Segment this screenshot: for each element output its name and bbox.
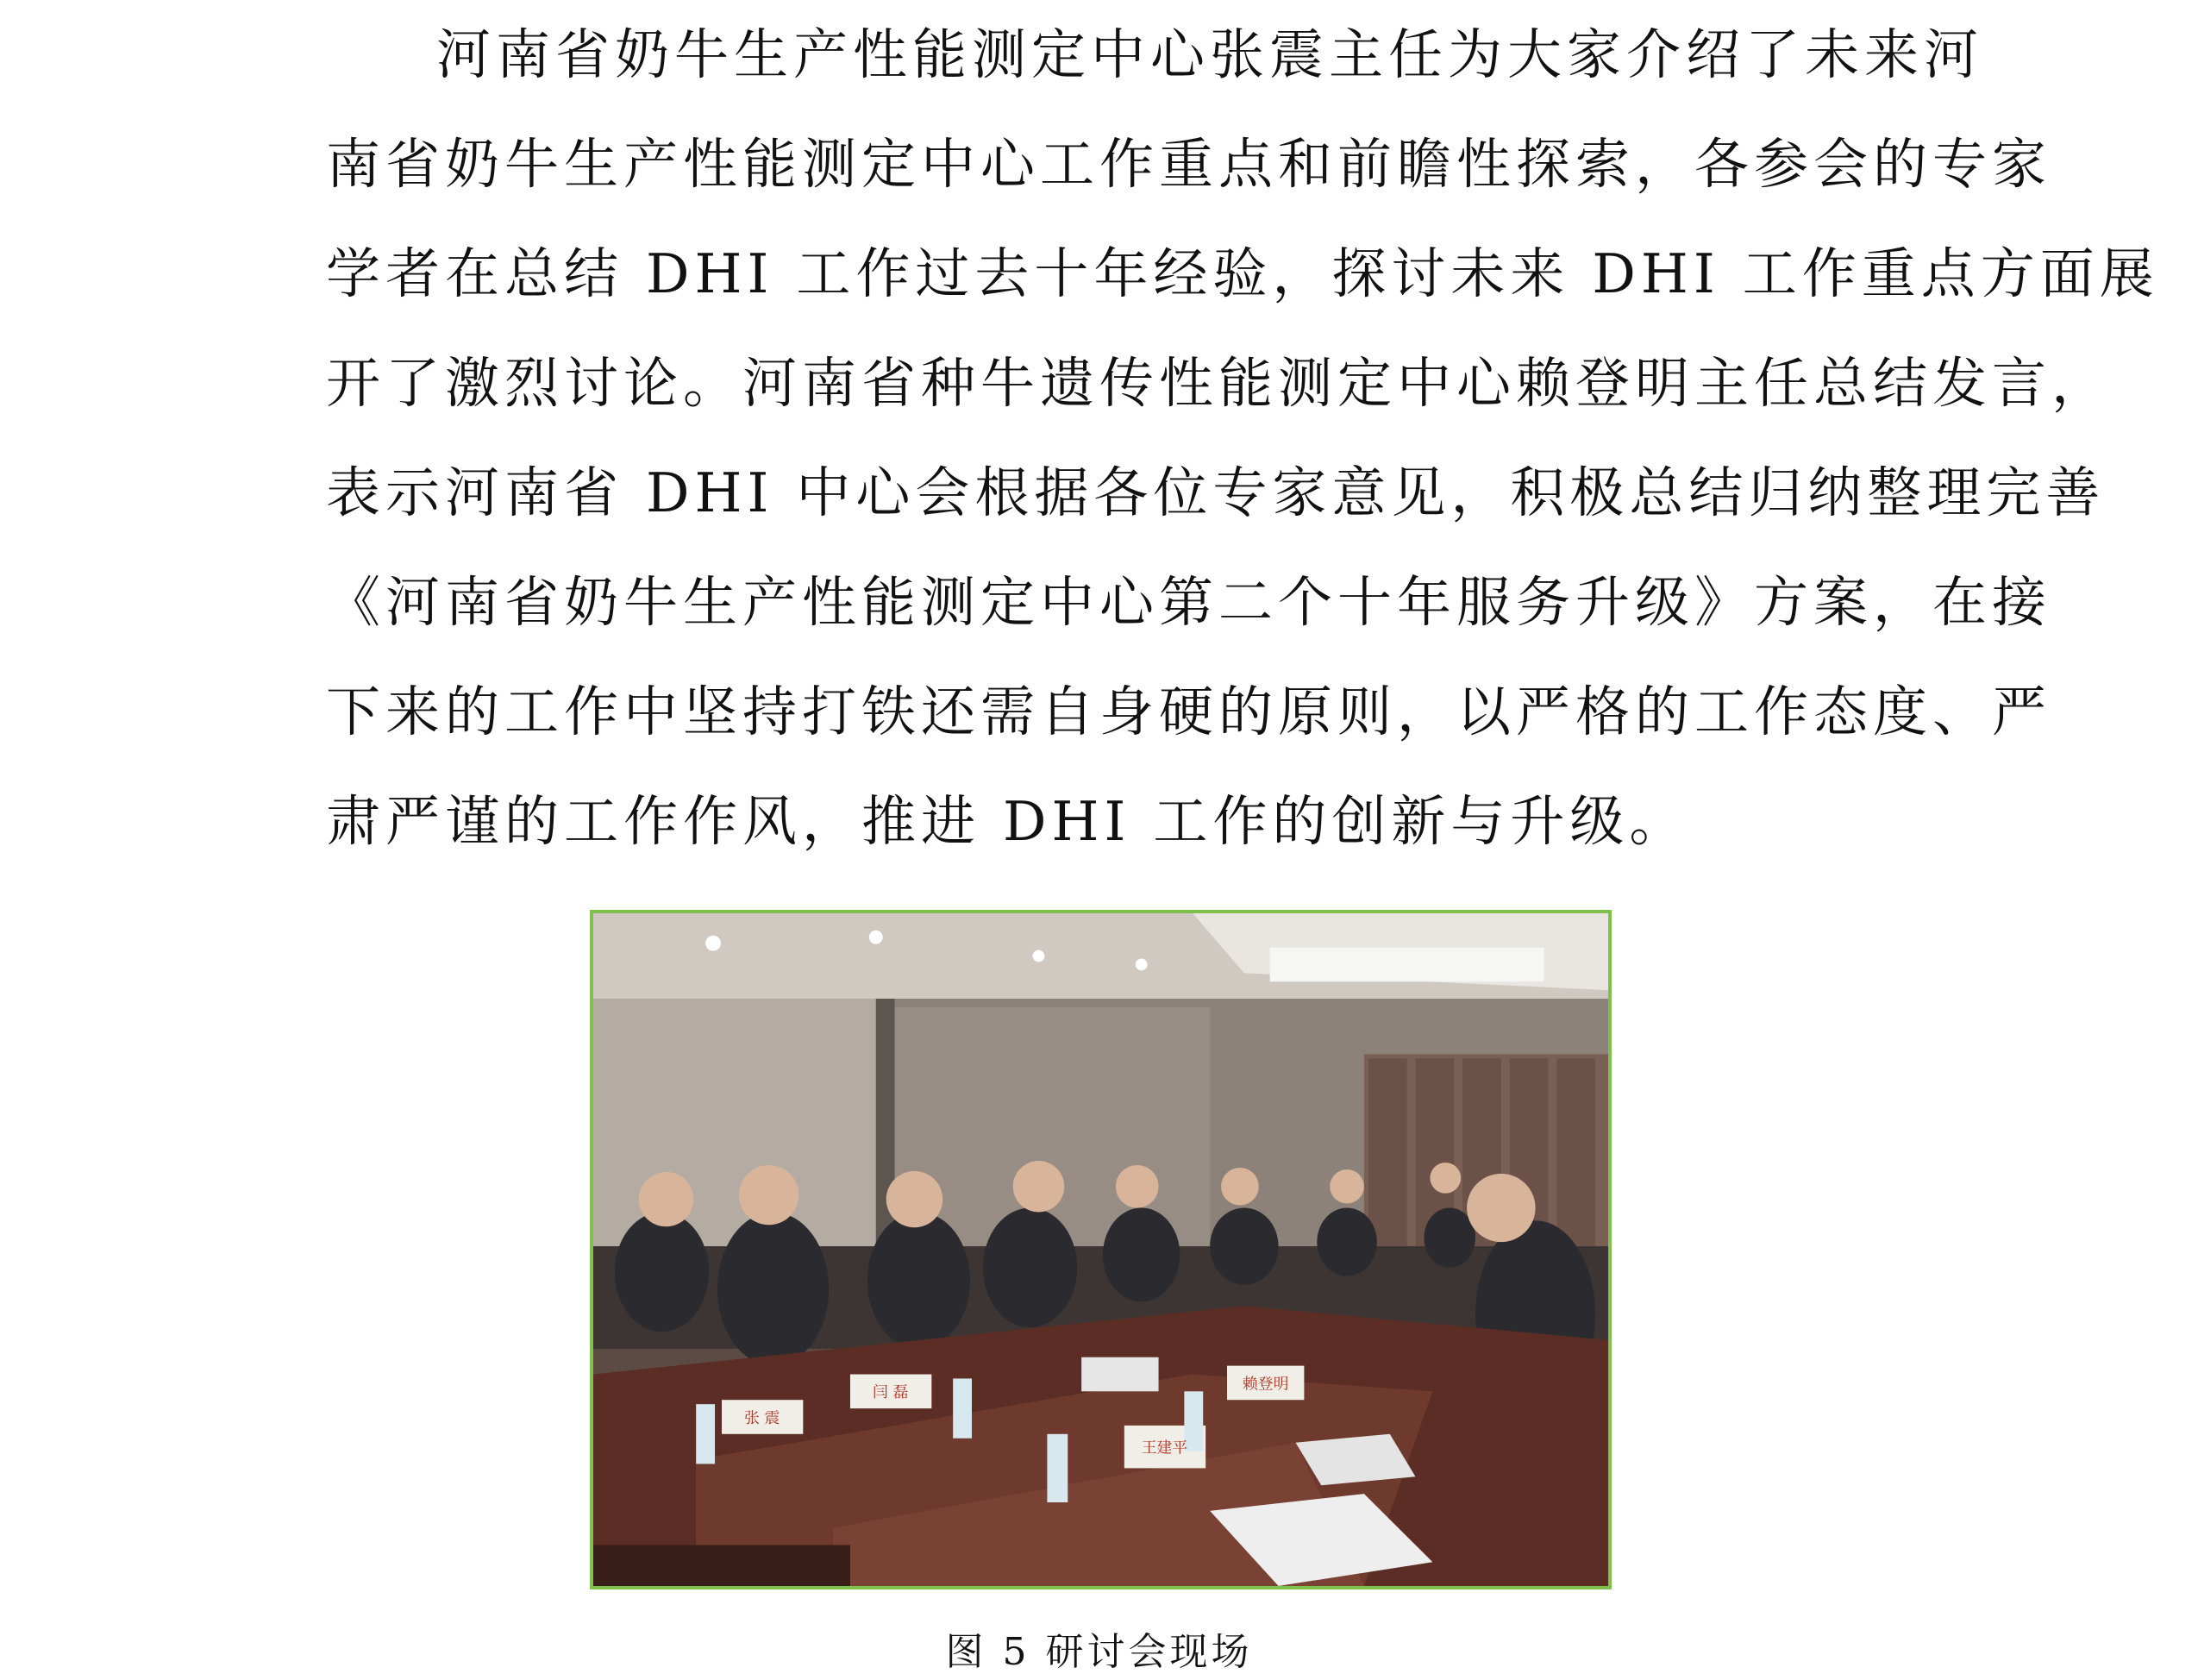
name-card-label: 闫 磊 xyxy=(872,1383,909,1402)
paragraph-line: 学者在总结 DHI 工作过去十年经验，探讨未来 DHI 工作重点方面展 xyxy=(326,242,2159,305)
paragraph-line: 下来的工作中坚持打铁还需自身硬的原则，以严格的工作态度、严 xyxy=(326,680,2051,743)
name-card-label: 张 震 xyxy=(743,1408,780,1427)
name-card-label: 王建平 xyxy=(1141,1439,1188,1457)
meeting-photo-illustration xyxy=(593,913,1608,1586)
paragraph-line: 《河南省奶牛生产性能测定中心第二个十年服务升级》方案，在接 xyxy=(326,571,2051,634)
paragraph-line: 表示河南省 DHI 中心会根据各位专家意见，积极总结归纳整理完善 xyxy=(326,461,2106,524)
name-card-label: 赖登明 xyxy=(1242,1375,1289,1394)
paragraph-line: 肃严谨的工作作风，推进 DHI 工作的创新与升级。 xyxy=(326,790,1689,853)
paragraph-line: 南省奶牛生产性能测定中心工作重点和前瞻性探索，各参会的专家 xyxy=(326,133,2051,196)
figure-caption: 图 5 研讨会现场 xyxy=(945,1630,1253,1674)
body-paragraph xyxy=(326,0,2159,876)
meeting-photo xyxy=(590,910,1612,1589)
paragraph-line: 河南省奶牛生产性能测定中心张震主任为大家介绍了未来河 xyxy=(436,23,1983,86)
paragraph-line: 开了激烈讨论。河南省种牛遗传性能测定中心赖登明主任总结发言， xyxy=(326,352,2111,415)
